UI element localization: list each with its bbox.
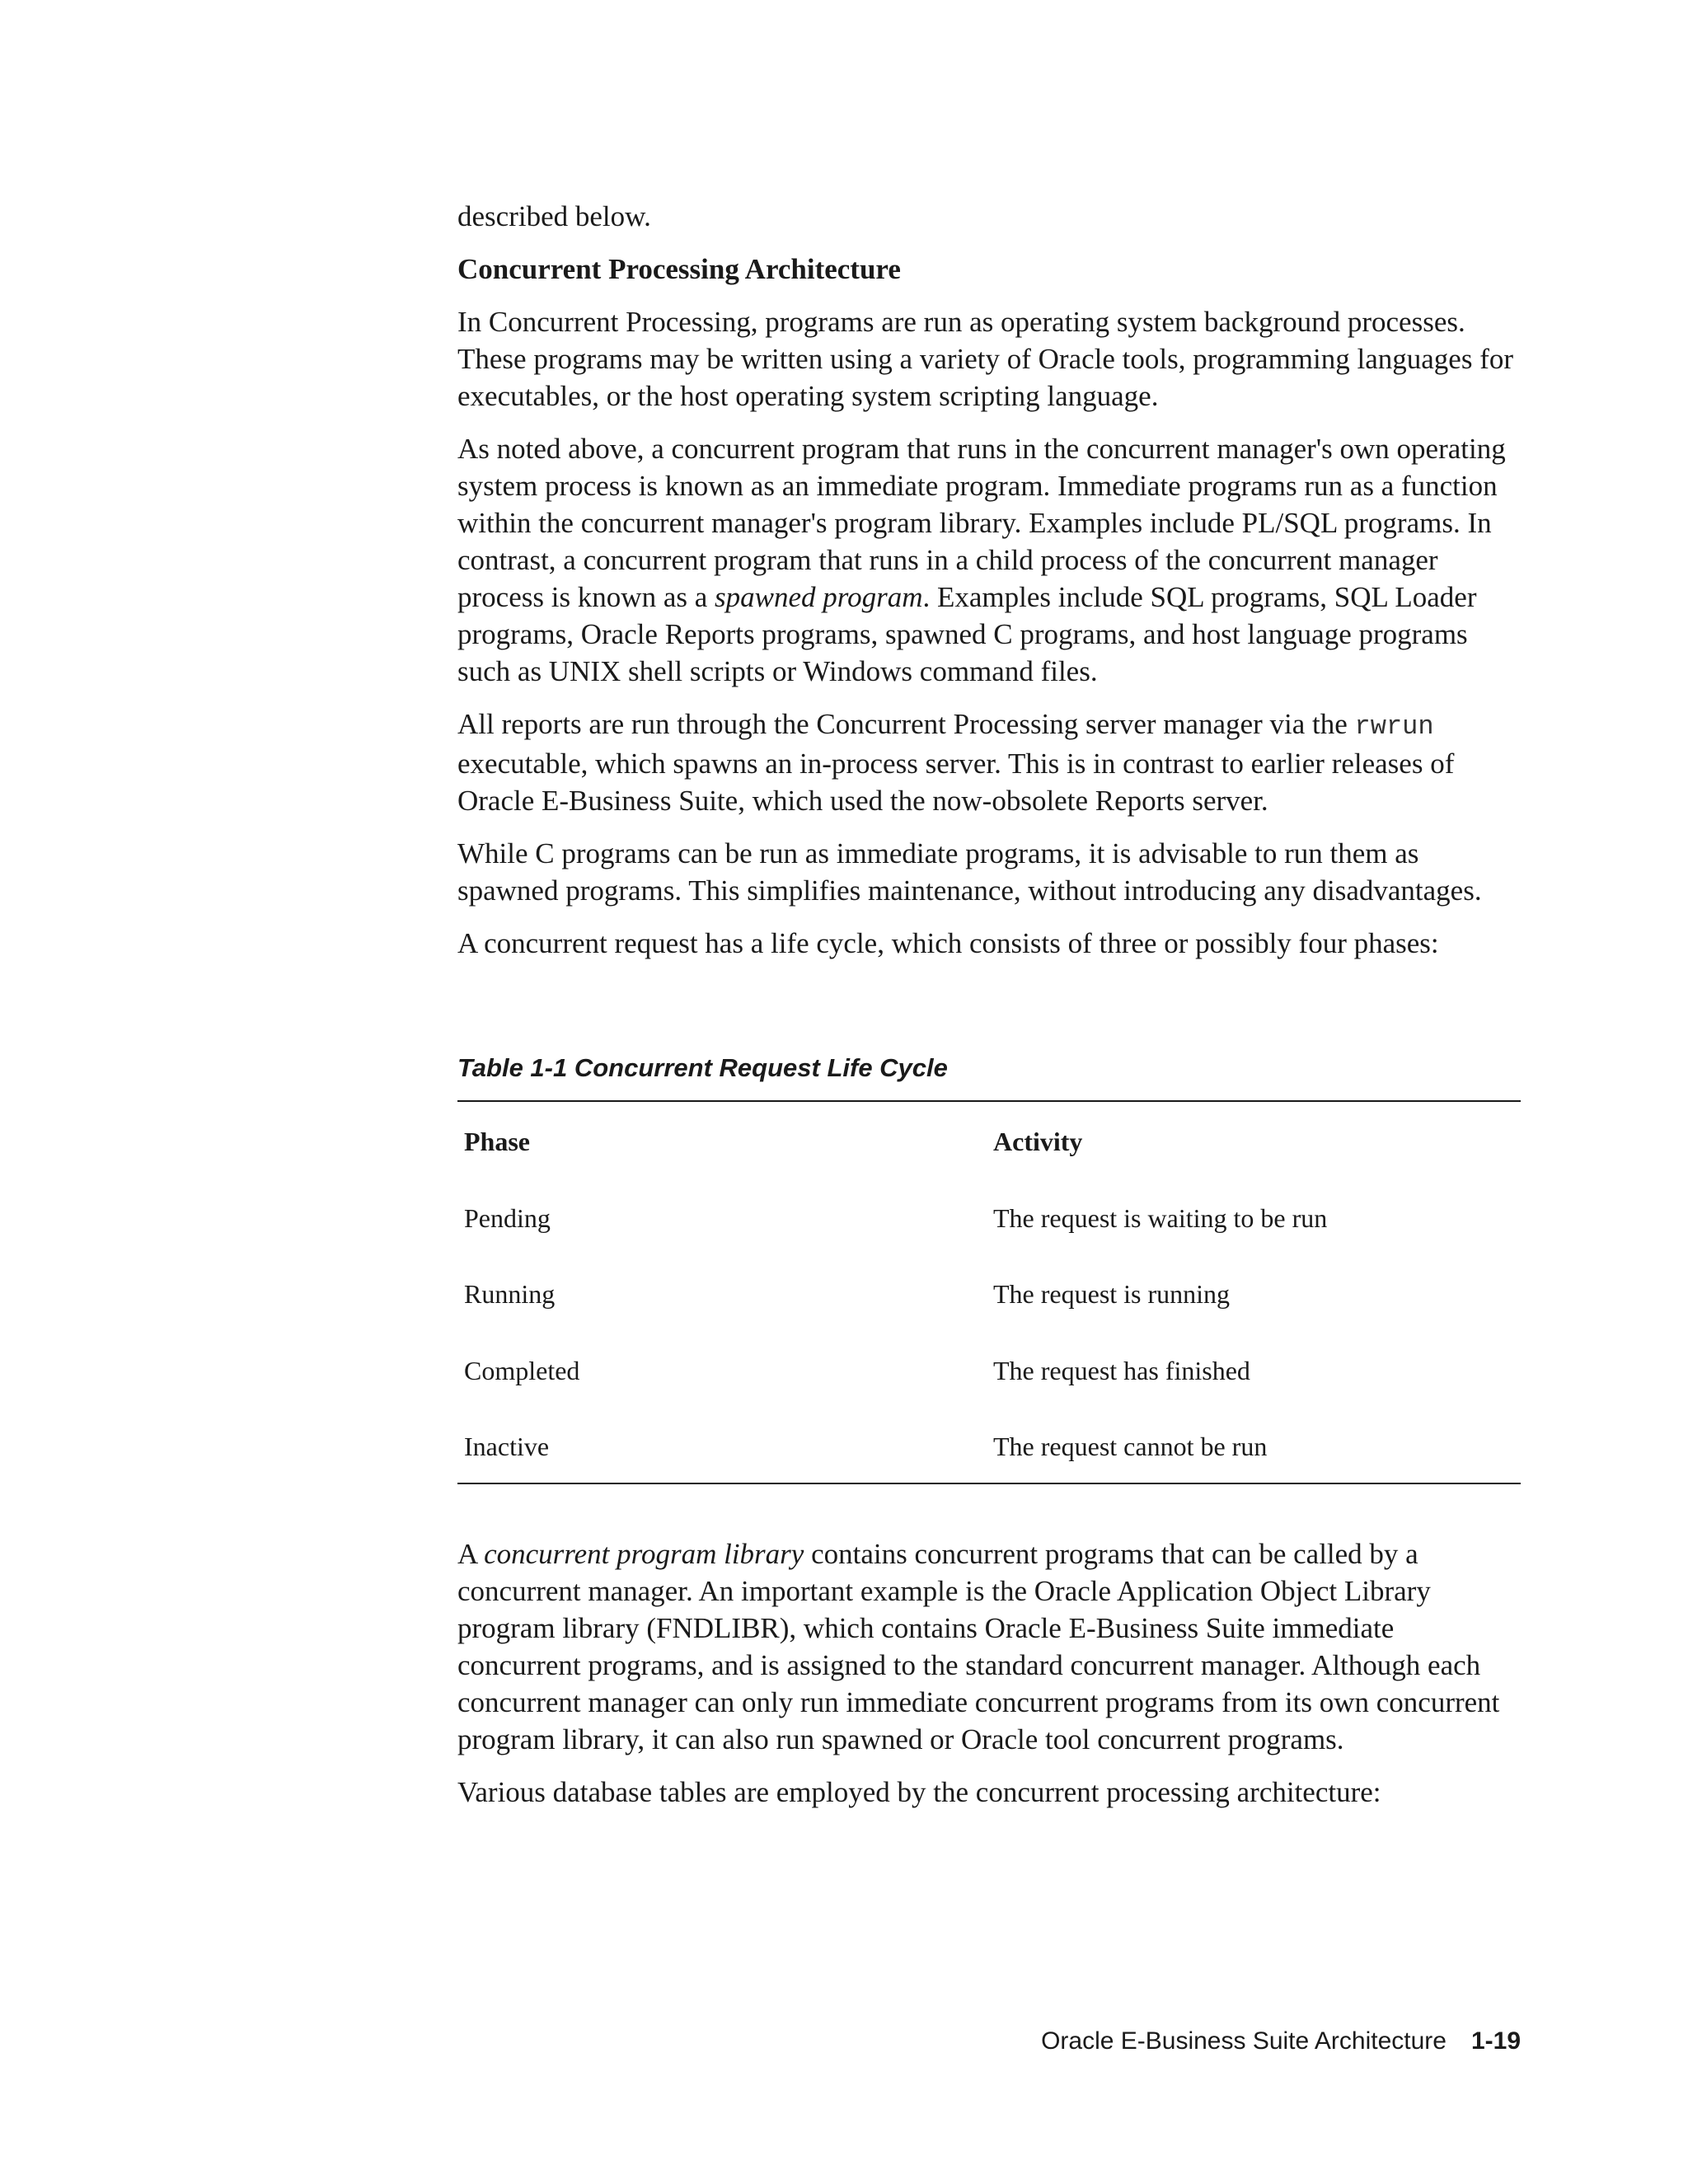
table-cell-phase: Inactive bbox=[464, 1432, 550, 1461]
paragraph-programs: In Concurrent Processing, programs are run as operating system background processes. These programs may be written using a variety of Oracle tools, programming languages for executables, or the host operating system scripting language. bbox=[457, 306, 1514, 412]
paragraph-reports: All reports are run through the Concurrent Processing server manager via the rwrun executable, which spawns an in-process server. This is in contrast to earlier releases of Oracle E-Business Suite, which used the now-obsolete Reports server. bbox=[457, 708, 1455, 817]
footer-title: Oracle E-Business Suite Architecture bbox=[1041, 2027, 1447, 2055]
text-top-block bbox=[457, 198, 1521, 962]
table-header-activity: Activity bbox=[993, 1127, 1083, 1156]
paragraph-intro: described below. bbox=[457, 200, 651, 232]
page-footer bbox=[1041, 2025, 1521, 2058]
table-cell-activity: The request is running bbox=[993, 1279, 1231, 1309]
table-cell-phase: Running bbox=[464, 1279, 556, 1309]
paragraph-life-cycle: A concurrent request has a life cycle, which consists of three or possibly four phases: bbox=[457, 927, 1439, 959]
table-cell-activity: The request cannot be run bbox=[993, 1432, 1268, 1461]
table-top-rule bbox=[457, 1100, 1521, 1102]
table-cell-activity: The request has finished bbox=[993, 1356, 1250, 1385]
term-spawned-program: spawned program bbox=[715, 581, 923, 613]
code-rwrun: rwrun bbox=[1354, 711, 1434, 742]
text-bottom-block bbox=[457, 1535, 1521, 1811]
table-cell-phase: Completed bbox=[464, 1356, 580, 1385]
term-concurrent-program-library: concurrent program library bbox=[484, 1538, 804, 1570]
table-cell-activity: The request is waiting to be run bbox=[993, 1203, 1328, 1233]
table-header-phase: Phase bbox=[464, 1127, 530, 1156]
page-number: 1-19 bbox=[1470, 2027, 1521, 2055]
table-bottom-rule bbox=[457, 1483, 1521, 1484]
paragraph-database-tables: Various database tables are employed by the concurrent processing architecture: bbox=[457, 1776, 1381, 1808]
paragraph-c-programs: While C programs can be run as immediate programs, it is advisable to run them as spawned programs. This simplifies maintenance, without introducing any disadvantages. bbox=[457, 837, 1482, 907]
paragraph-immediate-spawned: As noted above, a concurrent program that runs in the concurrent manager's own operating system process is known as an immediate program. Immediate programs run as a function within the concurrent manager's program library. Examples include PL/SQL programs. In contrast, a concurrent program that runs in a child process of the concurrent manager process is known as a spawned program. Examples include SQL programs, SQL Loader programs, Oracle Reports programs, spawned C programs, and host language programs such as UNIX shell scripts or Windows command files. bbox=[457, 433, 1506, 687]
table-cell-phase: Pending bbox=[464, 1203, 551, 1233]
paragraph-program-library: A concurrent program library contains concurrent programs that can be called by a concurrent manager. An important example is the Oracle Application Object Library program library (FNDLIBR), which contains Oracle E-Business Suite immediate concurrent programs, and is assigned to the standard concurrent manager. Although each concurrent manager can only run immediate concurrent programs from its own concurrent program library, it can also run spawned or Oracle tool concurrent programs. bbox=[457, 1538, 1500, 1755]
table-caption: Table 1-1 Concurrent Request Life Cycle bbox=[457, 1053, 948, 1082]
section-heading: Concurrent Processing Architecture bbox=[457, 253, 901, 285]
